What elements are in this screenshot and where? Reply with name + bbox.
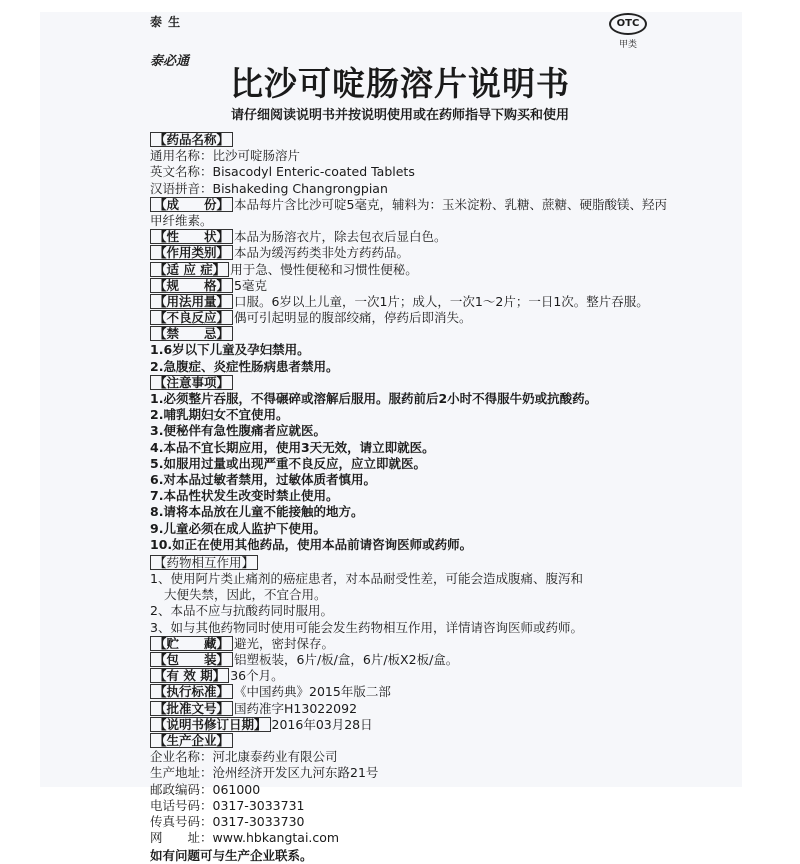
section-heading-indications: 【适 应 症】: [150, 262, 229, 277]
section-heading-spec: 【规 格】: [150, 278, 233, 293]
section-heading-manufacturer: 【生产企业】: [150, 733, 233, 748]
list-item: 6.对本品过敏者禁用，过敏体质者慎用。: [150, 471, 376, 487]
approval-text: 国药准字H13022092: [234, 700, 358, 716]
leaflet-content: [150, 132, 670, 864]
list-item: 10.如正在使用其他药品，使用本品前请咨询医师或药师。: [150, 536, 473, 552]
english-name: 英文名称：Bisacodyl Enteric-coated Tablets: [150, 164, 415, 180]
section-heading-standard: 【执行标准】: [150, 684, 233, 699]
manufacturer-phone: 电话号码：0317-3033731: [150, 797, 305, 813]
properties-text: 本品为肠溶衣片，除去包衣后显白色。: [234, 229, 447, 245]
otc-label: OTC: [609, 13, 647, 35]
manufacturer-fax: 传真号码：0317-3033730: [150, 813, 305, 829]
storage-text: 避光，密封保存。: [234, 635, 335, 651]
section-heading-validity: 【有 效 期】: [150, 668, 229, 683]
page-title: 比沙可啶肠溶片说明书: [230, 64, 570, 103]
section-heading-package: 【包 装】: [150, 652, 233, 667]
list-item: 7.本品性状发生改变时禁止使用。: [150, 488, 339, 504]
section-heading-composition: 【成 份】: [150, 197, 233, 212]
generic-name: 通用名称：比沙可啶肠溶片: [150, 148, 301, 164]
package-text: 铝塑板装，6片/板/盒，6片/板X2板/盒。: [234, 652, 459, 668]
manufacturer-address: 生产地址：沧州经济开发区九河东路21号: [150, 765, 379, 781]
page-subtitle: 请仔细阅读说明书并按说明使用或在药师指导下购买和使用: [230, 108, 569, 123]
standard-text: 《中国药典》2015年版二部: [234, 684, 391, 700]
section-heading-contraindications: 【禁 忌】: [150, 326, 233, 341]
section-heading-precautions: 【注意事项】: [150, 375, 233, 390]
category-text: 本品为缓泻药类非处方药药品。: [234, 245, 410, 261]
validity-text: 36个月。: [230, 668, 284, 684]
section-heading-approval: 【批准文号】: [150, 701, 233, 716]
brand-name: 泰必通: [150, 54, 190, 69]
section-heading-interactions: 【药物相互作用】: [150, 555, 258, 570]
composition-text: 本品每片含比沙可啶5毫克，辅料为：玉米淀粉、乳糖、蔗糖、硬脂酸镁、羟丙甲纤维素。: [150, 196, 667, 228]
spec-text: 5毫克: [234, 277, 267, 293]
revision-text: 2016年03月28日: [271, 716, 373, 732]
dosage-text: 口服。6岁以上儿童，一次1片；成人，一次1～2片；一日1次。整片吞服。: [234, 293, 649, 309]
pinyin-name: 汉语拼音：Bishakeding Changrongpian: [150, 180, 388, 196]
list-item: 1、使用阿片类止痛剂的癌症患者，对本品耐受性差，可能会造成腹痛、腹泻和: [150, 571, 583, 587]
list-item: 8.请将本品放在儿童不能接触的地方。: [150, 504, 364, 520]
list-item: 大便失禁，因此，不宜合用。: [164, 587, 327, 603]
list-item: 1.6岁以下儿童及孕妇禁用。: [150, 342, 310, 358]
list-item: 5.如服用过量或出现严重不良反应，应立即就医。: [150, 455, 426, 471]
list-item: 2.急腹症、炎症性肠病患者禁用。: [150, 358, 339, 374]
indications-text: 用于急、慢性便秘和习惯性便秘。: [230, 261, 418, 277]
section-heading-properties: 【性 状】: [150, 229, 233, 244]
section-heading-dosage: 【用法用量】: [150, 294, 233, 309]
adverse-text: 偶可引起明显的腹部绞痛，停药后即消失。: [234, 310, 472, 326]
otc-badge: [608, 13, 648, 50]
section-heading-adverse: 【不良反应】: [150, 310, 233, 325]
otc-class-label: 甲类: [618, 40, 637, 50]
manufacturer-postcode: 邮政编码：061000: [150, 781, 261, 797]
manufacturer-name: 企业名称：河北康泰药业有限公司: [150, 749, 338, 765]
section-heading-category: 【作用类别】: [150, 245, 233, 260]
list-item: 9.儿童必须在成人监护下使用。: [150, 520, 326, 536]
manufacturer-website: 网 址：www.hbkangtai.com: [150, 830, 340, 846]
list-item: 2、本品不应与抗酸药同时服用。: [150, 603, 333, 619]
list-item: 3、如与其他药物同时使用可能会发生药物相互作用，详情请咨询医师或药师。: [150, 619, 583, 635]
list-item: 4.本品不宜长期应用，使用3天无效，请立即就医。: [150, 439, 435, 455]
section-heading-storage: 【贮 藏】: [150, 636, 233, 651]
list-item: 1.必须整片吞服，不得碾碎或溶解后服用。服药前后2小时不得服牛奶或抗酸药。: [150, 391, 598, 407]
list-item: 3.便秘伴有急性腹痛者应就医。: [150, 423, 326, 439]
footer-note: 如有问题可与生产企业联系。: [150, 848, 313, 864]
list-item: 2.哺乳期妇女不宜使用。: [150, 407, 289, 423]
section-heading-revision: 【说明书修订日期】: [150, 717, 271, 732]
brand-logo-mark: 泰 生: [150, 15, 182, 29]
section-heading-drug-name: 【药品名称】: [150, 132, 233, 147]
